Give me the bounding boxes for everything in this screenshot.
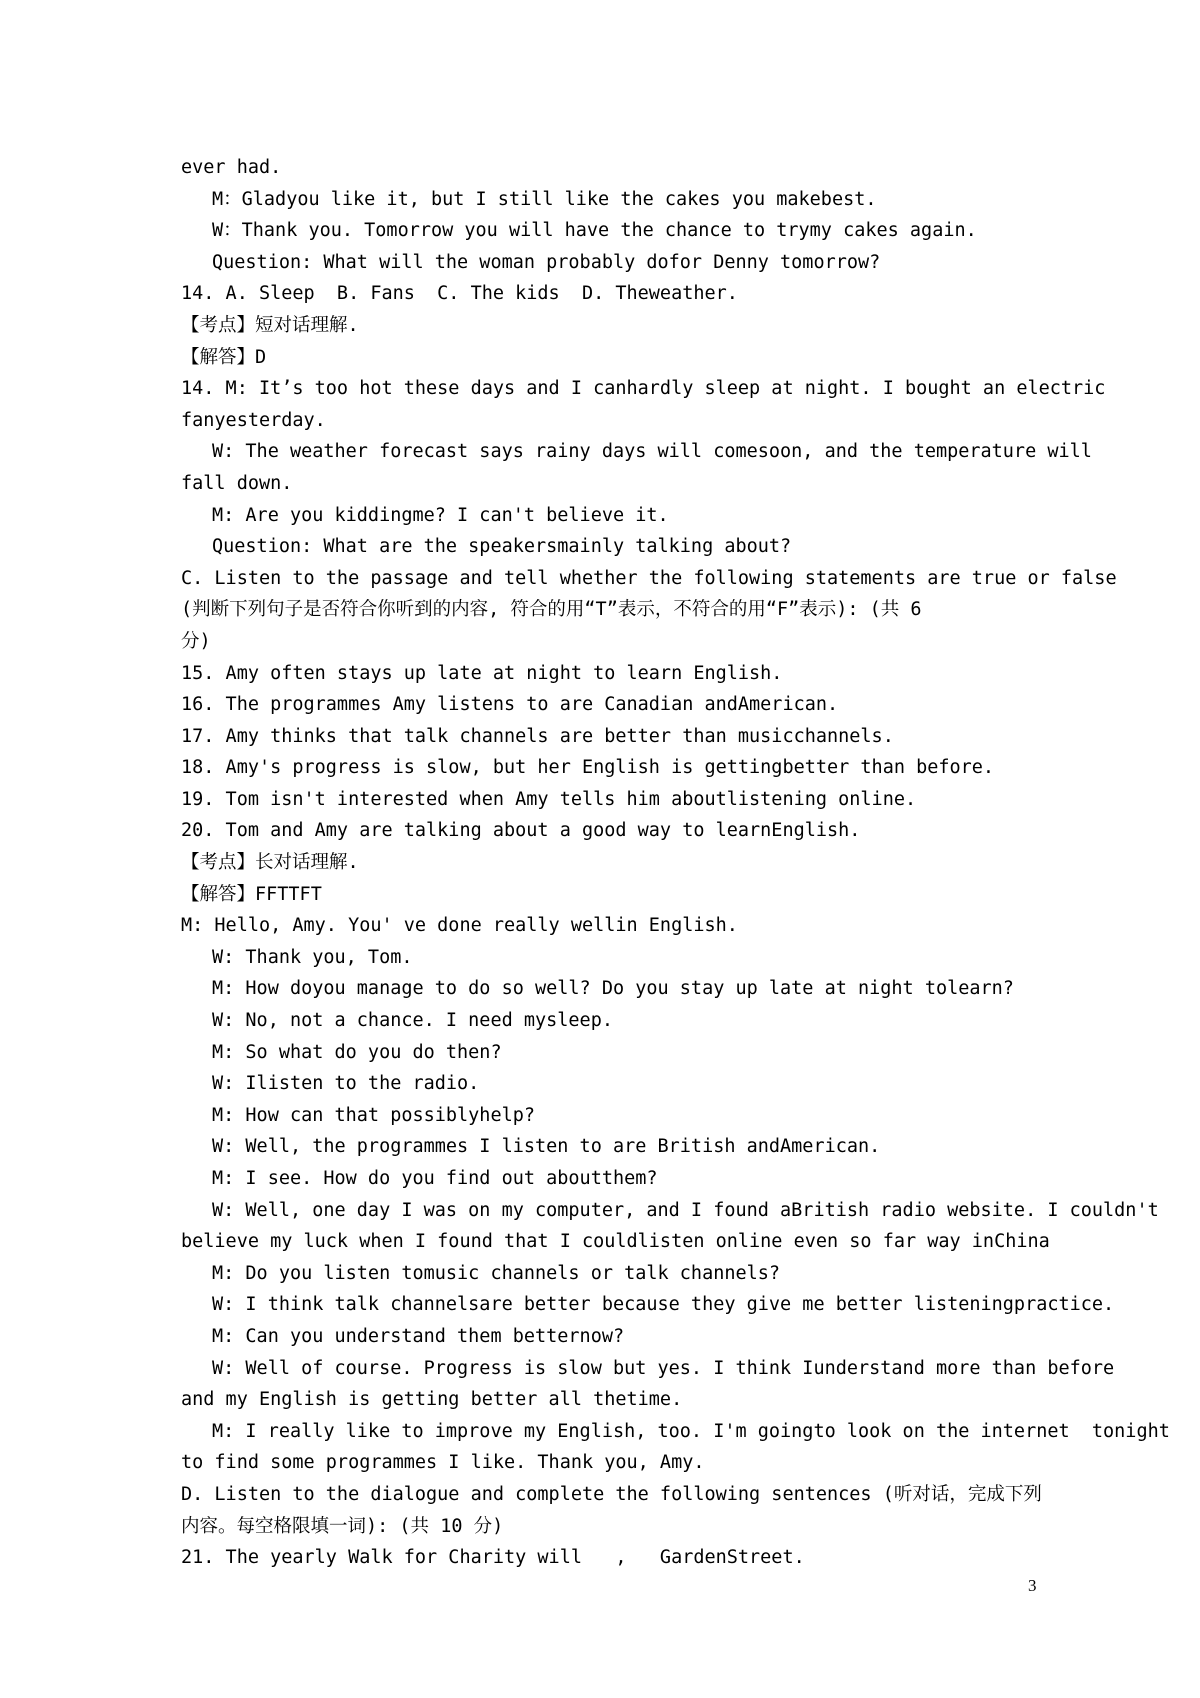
text-line: Question: What will the woman probably dofor Denny tomorrow? [212,251,881,273]
text-line: W: I think talk channelsare better because they give me better listeningpractice. [212,1294,1115,1316]
text-line: 【考点】短对话理解. [181,314,359,336]
text-line: M: Do you listen tomusic channels or talk channels? [212,1262,781,1284]
text-line: W: Ilisten to the radio. [212,1073,480,1095]
text-line: W: No, not a chance. I need mysleep. [212,1010,613,1032]
text-line: M: So what do you do then? [212,1041,502,1063]
text-line: M: Hello, Amy. You' ve done really wellin English. [181,915,738,937]
text-line: believe my luck when I found that I couldlisten online even so far way inChina [181,1231,1050,1253]
text-line: Question: What are the speakersmainly talking about? [212,536,792,558]
text-line: D. Listen to the dialogue and complete the following sentences (听对话，完成下列 [181,1483,1042,1505]
text-line: W: Thank you, Tom. [212,946,413,968]
text-line: 14. A. Sleep B. Fans C. The kids D. Theweather. [181,283,738,305]
text-line: W: Well, the programmes I listen to are British andAmerican. [212,1136,881,1158]
text-line: 分) [181,630,211,652]
text-line: 15. Amy often stays up late at night to learn English. [181,662,783,684]
text-line: M: How can that possiblyhelp? [212,1104,536,1126]
text-line: W：Thank you. Tomorrow you will have the chance to trymy cakes again. [212,220,977,242]
text-line: M: Can you understand them betternow? [212,1325,625,1347]
text-line: M: Are you kiddingme? I can't believe it. [212,504,669,526]
text-line: 18. Amy's progress is slow, but her English is gettingbetter than before. [181,757,995,779]
text-line: fall down. [181,472,293,494]
text-line: M: I see. How do you find out aboutthem? [212,1168,658,1189]
text-line: 【解答】D [181,346,267,368]
text-line: 17. Amy thinks that talk channels are better than musicchannels. [181,725,894,747]
text-line: 14. M: It’s too hot these days and I canhardly sleep at night. I bought an electric [181,378,1106,400]
text-line: W: Well of course. Progress is slow but yes. I think Iunderstand more than before [212,1357,1115,1379]
document-body [181,152,1170,1574]
text-line: (判断下列句子是否符合你听到的内容, 符合的用“T”表示，不符合的用“F”表示): (共 6 [181,599,922,621]
text-line: M: How doyou manage to do so well? Do you stay up late at night tolearn? [212,978,1014,1000]
text-line: to find some programmes I like. Thank you, Amy. [181,1452,705,1474]
text-line: 19. Tom isn't interested when Amy tells him aboutlistening online. [181,788,917,810]
text-line: W: Well, one day I was on my computer, and I found aBritish radio website. I couldn't [212,1199,1159,1221]
text-line: fanyesterday. [181,409,326,431]
text-line: 【解答】FFTTFT [181,883,322,905]
text-line: 内容。每空格限填一词): (共 10 分) [181,1515,504,1537]
text-line: and my English is getting better all thetime. [181,1389,683,1411]
text-line: 16. The programmes Amy listens to are Canadian andAmerican. [181,694,839,716]
text-line: 21. The yearly Walk for Charity will , GardenStreet. [181,1547,805,1569]
text-line: M：Gladyou like it, but I still like the cakes you makebest. [212,188,877,210]
page-number: 3 [1028,1576,1037,1595]
text-line: ever had. [181,157,282,178]
text-line: C. Listen to the passage and tell whether the following statements are true or false [181,567,1117,589]
text-line: 【考点】长对话理解. [181,852,359,874]
text-line: M: I really like to improve my English, too. I'm goingto look on the internet tonight [212,1420,1170,1442]
text-line: 20. Tom and Amy are talking about a good way to learnEnglish. [181,820,861,842]
text-line: W: The weather forecast says rainy days will comesoon, and the temperature will [212,441,1092,463]
